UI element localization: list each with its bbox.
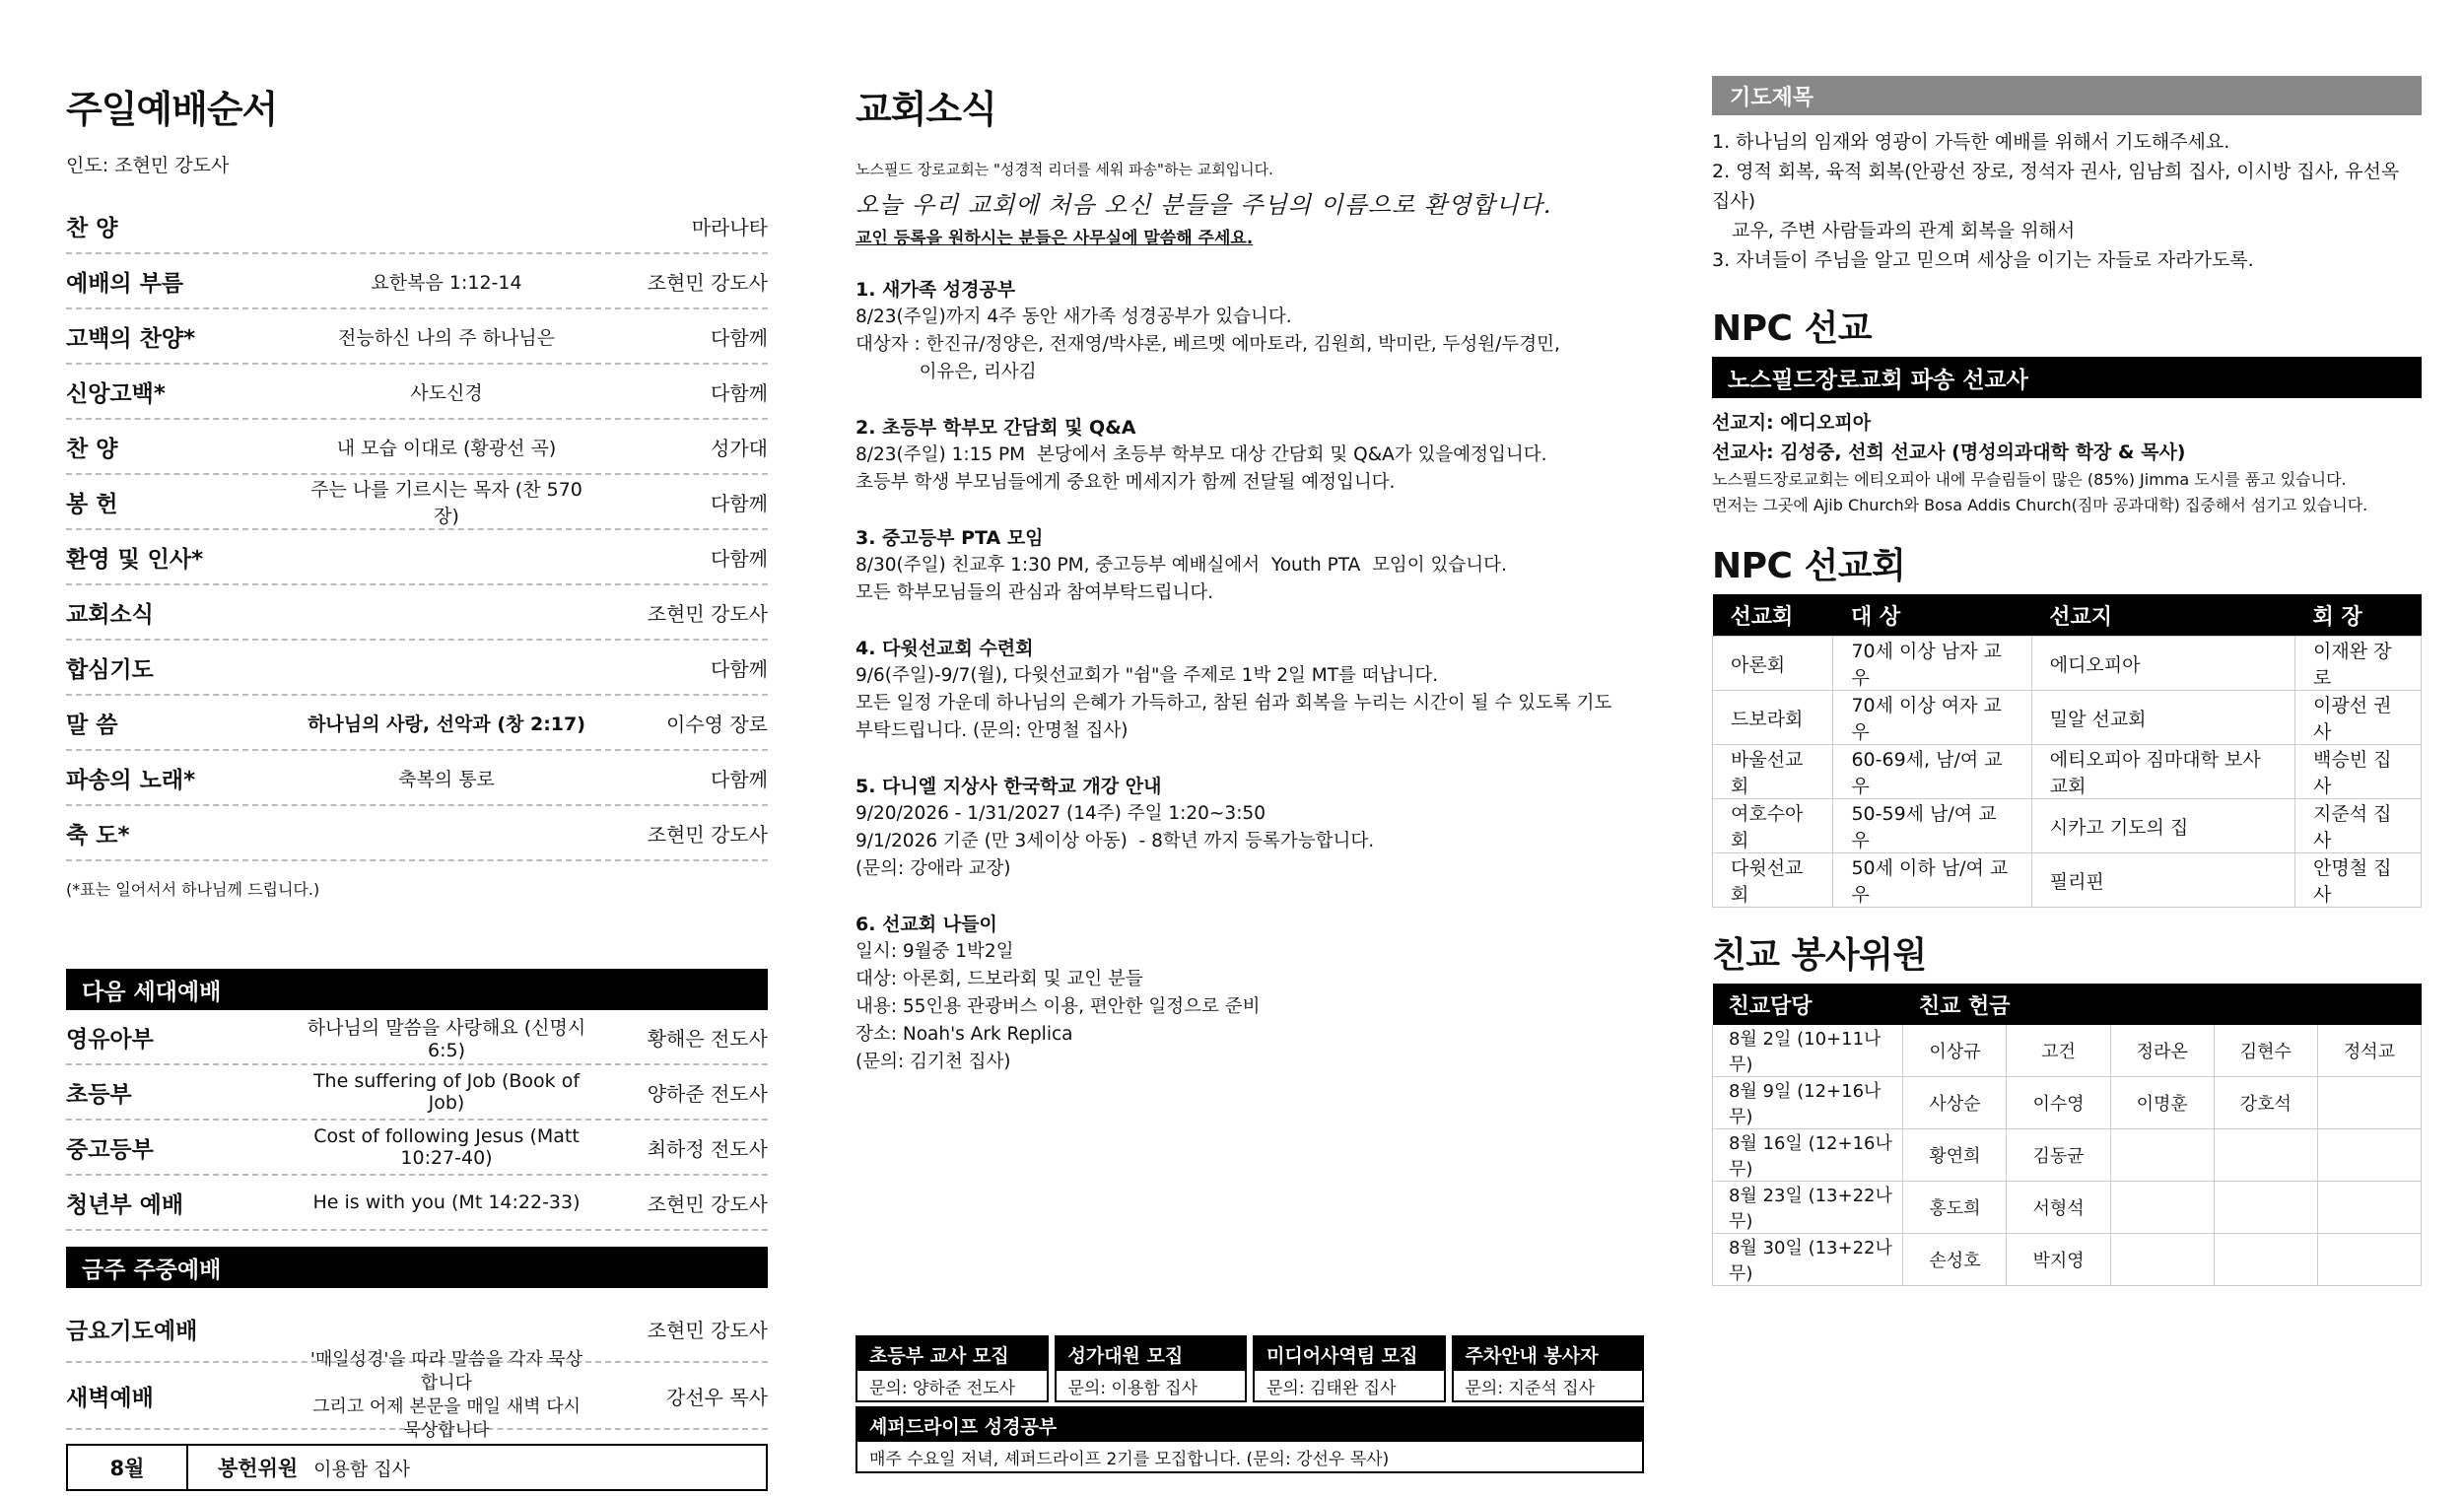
npc-society-title: NPC 선교회 <box>1712 546 1906 586</box>
service-leader: 다함께 <box>711 491 768 515</box>
volunteers-table <box>1712 984 2422 1286</box>
society-cell: 에티오피아 짐마대학 보사교회 <box>2031 745 2294 799</box>
offering-member: 이용함 집사 <box>313 1458 410 1480</box>
service-leader: 마라나타 <box>691 215 768 239</box>
service-leader: 최하정 전도사 <box>647 1136 768 1161</box>
society-cell: 필리핀 <box>2031 853 2294 908</box>
service-leader: 양하준 전도사 <box>647 1081 768 1106</box>
recruit-title: 초등부 교사 모집 <box>857 1337 1047 1371</box>
missionary: 선교사: 김성중, 선희 선교사 (명성의과대학 학장 & 목사) <box>1712 442 2186 463</box>
service-desc: 축복의 통로 <box>398 768 495 790</box>
volunteers-title: 친교 봉사위원 <box>1712 935 1927 976</box>
volunteers-row <box>1713 1129 2422 1182</box>
service-desc: 사도신경 <box>410 381 483 404</box>
weekday-header: 금주 주중예배 <box>66 1247 768 1288</box>
worship-row <box>66 751 768 806</box>
volunteer-name <box>2214 1234 2317 1286</box>
society-row <box>1713 799 2422 853</box>
society-header: 선교지 <box>2031 594 2294 637</box>
news-item-title: 3. 중고등부 PTA 모임 <box>856 527 1044 549</box>
bible-study-box <box>856 1406 1644 1473</box>
society-header: 회 장 <box>2295 594 2422 637</box>
service-leader: 다함께 <box>711 380 768 405</box>
prayer-item: 3. 자녀들이 주님을 알고 믿으며 세상을 이기는 자들로 자라가도록. <box>1712 249 2254 271</box>
service-desc: 요한복음 1:12-14 <box>371 271 522 294</box>
standing-note: (*표는 일어서서 하나님께 드립니다.) <box>66 880 320 899</box>
worship-order-list <box>66 199 768 861</box>
volunteers-header: 친교담당 <box>1713 984 1903 1025</box>
recruit-title: 주차안내 봉사자 <box>1454 1337 1643 1371</box>
society-row <box>1713 745 2422 799</box>
news-item-line: (문의: 김기천 집사) <box>856 1052 1011 1072</box>
volunteer-date: 8월 23일 (13+22나무) <box>1713 1182 1903 1234</box>
service-leader: 조현민 강도사 <box>647 601 768 626</box>
recruit-box <box>1055 1335 1248 1402</box>
news-list <box>856 276 1644 1076</box>
news-item-title: 1. 새가족 성경공부 <box>856 279 1016 301</box>
service-leader: 다함께 <box>711 546 768 571</box>
worship-row <box>66 641 768 696</box>
recruit-title: 성가대원 모집 <box>1057 1337 1246 1371</box>
recruit-title: 미디어사역팀 모집 <box>1255 1337 1444 1371</box>
service-desc <box>303 1348 590 1443</box>
service-desc: Cost of following Jesus (Matt 10:27-40) <box>313 1125 580 1169</box>
service-name: 중고등부 <box>66 1136 154 1163</box>
society-cell: 백승빈 집사 <box>2295 745 2422 799</box>
news-item-line: 초등부 학생 부모님들에게 중요한 메세지가 함께 전달될 예정입니다. <box>856 472 1396 493</box>
service-name: 예배의 부름 <box>66 270 184 297</box>
service-leader: 조현민 강도사 <box>647 1191 768 1216</box>
service-name: 찬 양 <box>66 436 118 462</box>
society-cell: 이재완 장로 <box>2295 637 2422 691</box>
volunteer-name: 김현수 <box>2214 1025 2317 1077</box>
recruit-contact: 문의: 김태완 집사 <box>1266 1378 1397 1398</box>
service-leader: 조현민 강도사 <box>647 270 768 295</box>
worship-row <box>66 806 768 861</box>
society-table <box>1712 594 2422 908</box>
service-desc-line: '매일성경'을 따라 말씀을 각자 묵상합니다 <box>309 1349 583 1394</box>
service-desc: 전능하신 나의 주 하나님은 <box>337 326 555 349</box>
volunteer-name: 이수영 <box>2007 1077 2110 1129</box>
prayer-item: 1. 하나님의 임재와 영광이 가득한 예배를 위해서 기도해주세요. <box>1712 131 2230 153</box>
worship-row <box>66 254 768 309</box>
news-item-line: 일시: 9월중 1박2일 <box>856 941 1014 962</box>
volunteers-header: 친교 헌금 <box>1903 984 2422 1025</box>
mission-field: 선교지: 에디오피아 <box>1712 412 1872 434</box>
bible-study-title: 셰퍼드라이프 성경공부 <box>857 1408 1642 1442</box>
society-header-row <box>1713 594 2422 637</box>
worship-row <box>66 199 768 254</box>
volunteers-row <box>1713 1234 2422 1286</box>
service-name: 축 도* <box>66 822 130 849</box>
next-gen-row <box>66 1065 768 1121</box>
worship-column <box>66 0 768 1491</box>
service-name: 금요기도예배 <box>66 1318 198 1344</box>
volunteers-row <box>1713 1025 2422 1077</box>
service-leader: 다함께 <box>711 656 768 681</box>
recruit-contact: 문의: 지준석 집사 <box>1465 1378 1595 1398</box>
society-cell: 다윗선교회 <box>1713 853 1833 908</box>
volunteer-name: 홍도희 <box>1903 1182 2007 1234</box>
news-item <box>856 773 1644 883</box>
worship-row <box>66 365 768 420</box>
volunteer-name <box>2214 1182 2317 1234</box>
volunteer-date: 8월 9일 (12+16나무) <box>1713 1077 1903 1129</box>
volunteer-name <box>2110 1182 2214 1234</box>
news-item-title: 5. 다니엘 지상사 한국학교 개강 안내 <box>856 776 1162 797</box>
news-item <box>856 524 1644 607</box>
society-row <box>1713 853 2422 908</box>
prayer-list <box>1712 127 2422 275</box>
news-item-line: (문의: 강애라 교장) <box>856 858 1011 879</box>
next-gen-row <box>66 1010 768 1065</box>
society-cell: 50-59세 남/여 교우 <box>1833 799 2031 853</box>
service-name: 찬 양 <box>66 215 118 241</box>
worship-row <box>66 696 768 751</box>
volunteers-row <box>1713 1182 2422 1234</box>
news-column <box>856 0 1644 1076</box>
society-cell: 70세 이상 남자 교우 <box>1833 637 2031 691</box>
society-header: 대 상 <box>1833 594 2031 637</box>
society-cell: 60-69세, 남/여 교우 <box>1833 745 2031 799</box>
bible-study-body: 매주 수요일 저녁, 셰퍼드라이프 2기를 모집합니다. (문의: 강선우 목사) <box>869 1449 1390 1469</box>
volunteer-name: 김동균 <box>2007 1129 2110 1182</box>
service-name: 초등부 <box>66 1081 132 1108</box>
society-cell: 50세 이하 남/여 교우 <box>1833 853 2031 908</box>
service-desc: The suffering of Job (Book of Job) <box>312 1070 581 1114</box>
service-leader: 이수영 장로 <box>666 712 768 736</box>
prayer-item: 교우, 주변 사람들과의 관계 회복을 위해서 <box>1732 220 2076 241</box>
news-item-line: 8/23(주일)까지 4주 동안 새가족 성경공부가 있습니다. <box>856 306 1292 327</box>
volunteer-name: 강호석 <box>2214 1077 2317 1129</box>
news-item <box>856 276 1644 386</box>
recruit-box <box>856 1335 1049 1402</box>
offering-label: 봉헌위원 <box>218 1457 299 1480</box>
news-item-line: 9/1/2026 기준 (만 3세이상 아동) - 8학년 까지 등록가능합니다. <box>856 831 1375 851</box>
volunteer-name: 서형석 <box>2007 1182 2110 1234</box>
service-name: 교회소식 <box>66 601 154 628</box>
news-item-title: 4. 다윗선교회 수련회 <box>856 638 1034 659</box>
service-leader: 다함께 <box>711 767 768 791</box>
next-gen-row <box>66 1121 768 1176</box>
volunteer-date: 8월 16일 (12+16나무) <box>1713 1129 1903 1182</box>
recruit-box-row <box>856 1335 1644 1402</box>
worship-title: 주일예배순서 <box>66 88 278 131</box>
news-item-line: 대상: 아론회, 드보라회 및 교인 분들 <box>856 969 1143 989</box>
volunteer-name: 고건 <box>2007 1025 2110 1077</box>
volunteer-name: 정라온 <box>2110 1025 2214 1077</box>
service-leader: 다함께 <box>711 325 768 350</box>
service-leader: 조현민 강도사 <box>647 822 768 847</box>
society-cell: 드보라회 <box>1713 691 1833 745</box>
society-row <box>1713 637 2422 691</box>
news-item <box>856 414 1644 497</box>
service-desc: 내 모습 이대로 (황광선 곡) <box>336 437 557 459</box>
volunteer-name: 황연희 <box>1903 1129 2007 1182</box>
volunteer-date: 8월 30일 (13+22나무) <box>1713 1234 1903 1286</box>
worship-leader: 인도: 조현민 강도사 <box>66 155 230 176</box>
service-desc: 주는 나를 기르시는 목자 (찬 570장) <box>310 479 582 527</box>
worship-row <box>66 475 768 530</box>
recruit-contact: 문의: 양하준 전도사 <box>869 1378 1015 1398</box>
society-row <box>1713 691 2422 745</box>
society-cell: 에디오피아 <box>2031 637 2294 691</box>
society-cell: 70세 이상 여자 교우 <box>1833 691 2031 745</box>
volunteer-name: 손성호 <box>1903 1234 2007 1286</box>
news-item <box>856 911 1644 1076</box>
volunteers-row <box>1713 1077 2422 1129</box>
volunteers-body <box>1713 1025 2422 1286</box>
service-leader: 황해은 전도사 <box>647 1026 768 1051</box>
volunteer-name: 이명훈 <box>2110 1077 2214 1129</box>
news-item-line: 8/23(주일) 1:15 PM 본당에서 초등부 학부모 대상 간담회 및 Q&A가 있을예정입니다. <box>856 444 1547 465</box>
mission-desc: 노스필드장로교회는 에티오피아 내에 무슬림들이 많은 (85%) Jimma 도시를 품고 있습니다. <box>1712 470 2347 489</box>
service-leader: 성가대 <box>711 436 768 460</box>
news-title: 교회소식 <box>856 88 996 131</box>
volunteer-name <box>2214 1129 2317 1182</box>
news-item-line: 부탁드립니다. (문의: 안명철 집사) <box>856 720 1129 741</box>
news-item-line: 모든 일정 가운데 하나님의 은혜가 가득하고, 참된 쉼과 회복을 누리는 시간이 될 수 있도록 기도 <box>856 693 1612 714</box>
prayer-header: 기도제목 <box>1712 76 2422 115</box>
worship-row <box>66 420 768 475</box>
news-item <box>856 635 1644 745</box>
news-item-line: 9/20/2026 - 1/31/2027 (14주) 주일 1:20~3:50 <box>856 803 1266 824</box>
news-item-title: 2. 초등부 학부모 간담회 및 Q&A <box>856 417 1136 439</box>
volunteer-name <box>2317 1129 2421 1182</box>
service-desc: 하나님의 말씀을 사랑해요 (신명시 6:5) <box>307 1016 586 1061</box>
npc-mission-title: NPC 선교 <box>1712 308 1873 349</box>
church-intro: 노스필드 장로교회는 "성경적 리더를 세워 파송"하는 교회입니다. <box>856 161 1273 178</box>
offering-month: 8월 <box>68 1446 188 1489</box>
offering-committee-box <box>66 1444 768 1491</box>
service-name: 환영 및 인사* <box>66 546 204 573</box>
volunteer-name <box>2317 1182 2421 1234</box>
recruit-contact: 문의: 이용함 집사 <box>1067 1378 1198 1398</box>
registration-note: 교인 등록을 원하시는 분들은 사무실에 말씀해 주세요. <box>856 229 1254 248</box>
volunteer-name <box>2110 1234 2214 1286</box>
news-item-line: 대상자 : 한진규/정양은, 전재영/박샤론, 베르멧 에마토라, 김원희, 박미란, 두성원/두경민, <box>856 334 1560 355</box>
next-gen-list <box>66 1010 768 1231</box>
society-cell: 밀알 선교회 <box>2031 691 2294 745</box>
volunteer-name <box>2110 1129 2214 1182</box>
next-gen-header: 다음 세대예배 <box>66 969 768 1010</box>
news-item-line: 이유은, 리사김 <box>856 362 1037 382</box>
npc-mission-bar: 노스필드장로교회 파송 선교사 <box>1712 357 2422 398</box>
worship-row <box>66 309 768 365</box>
recruit-box <box>1452 1335 1645 1402</box>
volunteer-name <box>2317 1077 2421 1129</box>
news-item-line: 9/6(주일)-9/7(월), 다윗선교회가 "쉼"을 주제로 1박 2일 MT를 떠납니다. <box>856 665 1439 686</box>
service-name: 새벽예배 <box>66 1385 154 1411</box>
service-name: 영유아부 <box>66 1026 154 1053</box>
news-item-line: 내용: 55인용 관광버스 이용, 편안한 일정으로 준비 <box>856 996 1261 1017</box>
volunteer-name <box>2317 1234 2421 1286</box>
prayer-item: 2. 영적 회복, 육적 회복(안광선 장로, 정석자 권사, 임남희 집사, 이시방 집사, 유선옥 집사) <box>1712 161 2400 212</box>
service-desc-line: 그리고 어제 본문을 매일 새벽 다시 묵상합니다 <box>311 1396 582 1441</box>
news-item-line: 8/30(주일) 친교후 1:30 PM, 중고등부 예배실에서 Youth PTA 모임이 있습니다. <box>856 555 1507 576</box>
society-cell: 시카고 기도의 집 <box>2031 799 2294 853</box>
society-cell: 아론회 <box>1713 637 1833 691</box>
society-header: 선교회 <box>1713 594 1833 637</box>
news-item-title: 6. 선교회 나들이 <box>856 914 997 935</box>
mission-column <box>1712 0 2422 1286</box>
service-name: 파송의 노래* <box>66 767 196 793</box>
service-name: 청년부 예배 <box>66 1191 184 1218</box>
worship-row <box>66 585 768 641</box>
society-cell: 여호수아회 <box>1713 799 1833 853</box>
service-leader: 조현민 강도사 <box>647 1318 768 1342</box>
service-name: 봉 헌 <box>66 491 118 517</box>
volunteer-name: 정석교 <box>2317 1025 2421 1077</box>
volunteer-name: 이상규 <box>1903 1025 2007 1077</box>
service-leader: 강선우 목사 <box>666 1385 768 1409</box>
society-cell: 이광선 권사 <box>2295 691 2422 745</box>
volunteers-header-row <box>1713 984 2422 1025</box>
worship-row <box>66 530 768 585</box>
volunteer-date: 8월 2일 (10+11나무) <box>1713 1025 1903 1077</box>
next-gen-row <box>66 1176 768 1231</box>
society-cell: 바울선교회 <box>1713 745 1833 799</box>
service-name: 말 씀 <box>66 712 118 738</box>
recruitment-area <box>856 1335 1644 1473</box>
volunteer-name: 박지영 <box>2007 1234 2110 1286</box>
mission-desc: 먼저는 그곳에 Ajib Church와 Bosa Addis Church(짐마 공과대학) 집중해서 섬기고 있습니다. <box>1712 496 2368 514</box>
news-item-line: 모든 학부모님들의 관심과 참여부탁드립니다. <box>856 582 1214 603</box>
recruit-box <box>1253 1335 1446 1402</box>
news-item-line: 장소: Noah's Ark Replica <box>856 1024 1073 1045</box>
volunteer-name: 사상순 <box>1903 1077 2007 1129</box>
welcome-message: 오늘 우리 교회에 처음 오신 분들을 주님의 이름으로 환영합니다. <box>856 191 1552 219</box>
weekday-row <box>66 1349 768 1441</box>
service-desc: 하나님의 사랑, 선악과 (창 2:17) <box>308 713 585 735</box>
society-body <box>1713 637 2422 908</box>
service-name: 신앙고백* <box>66 380 166 407</box>
service-name: 고백의 찬양* <box>66 325 196 352</box>
society-cell: 안명철 집사 <box>2295 853 2422 908</box>
service-name: 합심기도 <box>66 656 154 683</box>
society-cell: 지준석 집사 <box>2295 799 2422 853</box>
service-desc: He is with you (Mt 14:22-33) <box>312 1191 581 1213</box>
